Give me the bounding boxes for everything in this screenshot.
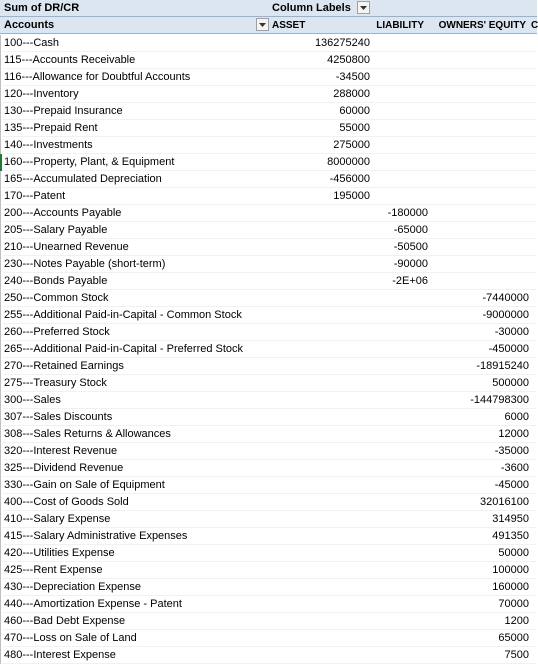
pivot-row xyxy=(0,613,537,630)
asset-value[interactable]: 136275240 xyxy=(314,37,370,49)
asset-value[interactable] xyxy=(272,222,370,239)
owners-equity-value[interactable]: -9000000 xyxy=(482,309,529,321)
row-gutter xyxy=(0,35,3,52)
asset-value[interactable] xyxy=(272,494,370,511)
asset-value[interactable] xyxy=(272,341,370,358)
liability-value[interactable]: -50500 xyxy=(393,241,428,253)
pivot-row xyxy=(0,426,537,443)
pivot-row xyxy=(0,596,537,613)
asset-value[interactable] xyxy=(272,307,370,324)
pivot-row xyxy=(0,188,537,205)
column-labels-header[interactable]: Column Labels xyxy=(272,2,351,14)
account-label[interactable]: 265---Additional Paid-in-Capital - Preferred Stock xyxy=(4,343,244,355)
liability-value[interactable] xyxy=(370,494,428,511)
owners-equity-value[interactable] xyxy=(428,154,529,171)
asset-value[interactable] xyxy=(272,392,370,409)
pivot-row xyxy=(0,239,537,256)
liability-value[interactable] xyxy=(370,290,428,307)
pivot-header-row-1 xyxy=(0,0,537,17)
pivot-row xyxy=(0,647,537,664)
pivot-row xyxy=(0,630,537,647)
row-gutter xyxy=(0,545,3,562)
pivot-row xyxy=(0,86,537,103)
account-label[interactable]: 270---Retained Earnings xyxy=(4,360,124,372)
pivot-row xyxy=(0,35,537,52)
asset-value[interactable]: 60000 xyxy=(339,105,370,117)
liability-value[interactable] xyxy=(370,69,428,86)
pivot-row xyxy=(0,443,537,460)
account-label[interactable]: 210---Unearned Revenue xyxy=(4,241,129,253)
pivot-row xyxy=(0,460,537,477)
row-gutter xyxy=(0,392,3,409)
row-gutter xyxy=(0,613,3,630)
liability-value[interactable] xyxy=(370,52,428,69)
asset-value[interactable] xyxy=(272,630,370,647)
account-label[interactable]: 420---Utilities Expense xyxy=(4,547,115,559)
liability-value[interactable] xyxy=(370,120,428,137)
row-gutter xyxy=(0,137,3,154)
account-label[interactable]: 425---Rent Expense xyxy=(4,564,103,576)
account-label[interactable]: 100---Cash xyxy=(4,37,60,49)
account-label[interactable]: 410---Salary Expense xyxy=(4,513,111,525)
row-gutter xyxy=(0,596,3,613)
row-gutter xyxy=(0,528,3,545)
liability-value[interactable] xyxy=(370,324,428,341)
pivot-row xyxy=(0,511,537,528)
liability-value[interactable]: -2E+06 xyxy=(392,275,428,287)
row-gutter xyxy=(0,460,3,477)
row-gutter xyxy=(0,52,3,69)
liability-value[interactable] xyxy=(370,392,428,409)
asset-value[interactable] xyxy=(272,460,370,477)
liability-value[interactable] xyxy=(370,154,428,171)
liability-value[interactable]: -90000 xyxy=(393,258,428,270)
row-gutter xyxy=(0,409,3,426)
liability-value[interactable] xyxy=(370,613,428,630)
owners-equity-value[interactable] xyxy=(428,35,529,52)
pivot-row xyxy=(0,290,537,307)
owners-equity-value[interactable]: -35000 xyxy=(494,445,529,457)
account-label[interactable]: 300---Sales xyxy=(4,394,61,406)
pivot-row xyxy=(0,392,537,409)
account-label[interactable]: 165---Accumulated Depreciation xyxy=(4,173,162,185)
account-label[interactable]: 120---Inventory xyxy=(4,88,79,100)
asset-value[interactable] xyxy=(272,375,370,392)
asset-value[interactable]: 4250800 xyxy=(327,54,370,66)
asset-value[interactable] xyxy=(272,290,370,307)
liability-value[interactable] xyxy=(370,579,428,596)
liability-value[interactable] xyxy=(370,103,428,120)
row-gutter xyxy=(0,511,3,528)
row-change-marker xyxy=(0,154,2,171)
column-labels-filter-button[interactable] xyxy=(357,1,370,14)
owners-equity-value[interactable]: 1200 xyxy=(504,615,529,627)
owners-equity-value[interactable]: -7440000 xyxy=(482,292,529,304)
owners-equity-value[interactable]: -144798300 xyxy=(470,394,529,406)
liability-value[interactable] xyxy=(370,341,428,358)
account-label[interactable]: 430---Depreciation Expense xyxy=(4,581,141,593)
row-gutter xyxy=(0,358,3,375)
asset-value[interactable] xyxy=(272,426,370,443)
owners-equity-value[interactable] xyxy=(428,256,529,273)
liability-value[interactable] xyxy=(370,596,428,613)
asset-value[interactable] xyxy=(272,324,370,341)
account-label[interactable]: 415---Salary Administrative Expenses xyxy=(4,530,188,542)
row-gutter xyxy=(0,426,3,443)
pivot-row xyxy=(0,171,537,188)
owners-equity-value[interactable] xyxy=(428,69,529,86)
owners-equity-value[interactable]: 12000 xyxy=(498,428,529,440)
pivot-row xyxy=(0,120,537,137)
asset-value[interactable] xyxy=(272,409,370,426)
owners-equity-value[interactable]: -450000 xyxy=(488,343,529,355)
asset-value[interactable]: -34500 xyxy=(335,71,370,83)
account-label[interactable]: 308---Sales Returns & Allowances xyxy=(4,428,171,440)
owners-equity-value[interactable]: 70000 xyxy=(498,598,529,610)
account-label[interactable]: 440---Amortization Expense - Patent xyxy=(4,598,182,610)
pivot-row xyxy=(0,222,537,239)
liability-value[interactable] xyxy=(370,477,428,494)
asset-value[interactable]: 8000000 xyxy=(327,156,370,168)
account-label[interactable]: 130---Prepaid Insurance xyxy=(4,105,123,117)
asset-value[interactable] xyxy=(272,647,370,664)
account-label[interactable]: 250---Common Stock xyxy=(4,292,109,304)
liability-value[interactable] xyxy=(370,86,428,103)
column-header-truncated[interactable]: C xyxy=(531,20,538,31)
liability-value[interactable] xyxy=(370,426,428,443)
asset-value[interactable] xyxy=(272,545,370,562)
account-label[interactable]: 205---Salary Payable xyxy=(4,224,108,236)
asset-value[interactable] xyxy=(272,528,370,545)
row-gutter xyxy=(0,205,3,222)
asset-value[interactable] xyxy=(272,613,370,630)
owners-equity-value[interactable] xyxy=(428,222,529,239)
pivot-row xyxy=(0,409,537,426)
liability-value[interactable] xyxy=(370,545,428,562)
account-label[interactable]: 200---Accounts Payable xyxy=(4,207,122,219)
account-label[interactable]: 135---Prepaid Rent xyxy=(4,122,98,134)
account-label[interactable]: 255---Additional Paid-in-Capital - Common Stock xyxy=(4,309,242,321)
owners-equity-value[interactable]: 50000 xyxy=(498,547,529,559)
liability-value[interactable] xyxy=(370,188,428,205)
pivot-row xyxy=(0,69,537,86)
liability-value[interactable] xyxy=(370,35,428,52)
row-gutter xyxy=(0,273,3,290)
liability-value[interactable] xyxy=(370,409,428,426)
owners-equity-value[interactable] xyxy=(428,103,529,120)
pivot-row xyxy=(0,52,537,69)
liability-value[interactable] xyxy=(370,375,428,392)
liability-value[interactable] xyxy=(370,511,428,528)
pivot-header-row-2 xyxy=(0,17,537,34)
asset-value[interactable]: -456000 xyxy=(329,173,370,185)
liability-value[interactable]: -180000 xyxy=(387,207,428,219)
asset-value[interactable]: 275000 xyxy=(333,139,370,151)
liability-value[interactable] xyxy=(370,460,428,477)
asset-value[interactable] xyxy=(272,205,370,222)
row-gutter xyxy=(0,256,3,273)
asset-value[interactable] xyxy=(272,477,370,494)
liability-value[interactable] xyxy=(370,630,428,647)
owners-equity-value[interactable]: 65000 xyxy=(498,632,529,644)
pivot-row xyxy=(0,307,537,324)
pivot-row xyxy=(0,477,537,494)
account-label[interactable]: 140---Investments xyxy=(4,139,93,151)
owners-equity-value[interactable] xyxy=(428,120,529,137)
account-label[interactable]: 307---Sales Discounts xyxy=(4,411,113,423)
account-label[interactable]: 170---Patent xyxy=(4,190,66,202)
pivot-row xyxy=(0,324,537,341)
account-label[interactable]: 330---Gain on Sale of Equipment xyxy=(4,479,165,491)
owners-equity-value[interactable]: -18915240 xyxy=(476,360,529,372)
owners-equity-value[interactable]: 491350 xyxy=(492,530,529,542)
liability-value[interactable] xyxy=(370,562,428,579)
pivot-row xyxy=(0,545,537,562)
row-gutter xyxy=(0,307,3,324)
pivot-row xyxy=(0,154,537,171)
asset-value[interactable]: 55000 xyxy=(339,122,370,134)
owners-equity-value[interactable]: 160000 xyxy=(492,581,529,593)
asset-value[interactable] xyxy=(272,443,370,460)
asset-value[interactable] xyxy=(272,273,370,290)
row-gutter xyxy=(0,86,3,103)
liability-value[interactable] xyxy=(370,358,428,375)
row-gutter xyxy=(0,290,3,307)
liability-value[interactable] xyxy=(370,647,428,664)
pivot-row xyxy=(0,341,537,358)
owners-equity-value[interactable] xyxy=(428,86,529,103)
pivot-row xyxy=(0,358,537,375)
column-header-asset[interactable]: ASSET xyxy=(272,20,306,31)
row-gutter xyxy=(0,171,3,188)
pivot-row xyxy=(0,494,537,511)
column-header-owners-equity[interactable]: OWNERS' EQUITY xyxy=(438,20,526,31)
row-gutter xyxy=(0,188,3,205)
liability-value[interactable] xyxy=(370,137,428,154)
row-gutter xyxy=(0,239,3,256)
row-gutter xyxy=(0,69,3,86)
pivot-row xyxy=(0,375,537,392)
pivot-row xyxy=(0,562,537,579)
asset-value[interactable]: 288000 xyxy=(333,88,370,100)
account-label[interactable]: 460---Bad Debt Expense xyxy=(4,615,126,627)
row-gutter xyxy=(0,120,3,137)
row-gutter xyxy=(0,375,3,392)
pivot-row xyxy=(0,205,537,222)
chevron-down-icon xyxy=(259,23,266,27)
asset-value[interactable] xyxy=(272,579,370,596)
pivot-row xyxy=(0,103,537,120)
owners-equity-value[interactable]: 7500 xyxy=(504,649,529,661)
account-label[interactable]: 240---Bonds Payable xyxy=(4,275,108,287)
row-gutter xyxy=(0,630,3,647)
row-gutter xyxy=(0,222,3,239)
asset-value[interactable] xyxy=(272,511,370,528)
asset-value[interactable] xyxy=(272,256,370,273)
account-label[interactable]: 400---Cost of Goods Sold xyxy=(4,496,129,508)
account-label[interactable]: 160---Property, Plant, & Equipment xyxy=(4,156,175,168)
owners-equity-value[interactable] xyxy=(428,188,529,205)
asset-value[interactable] xyxy=(272,596,370,613)
row-gutter xyxy=(0,324,3,341)
value-field-label[interactable]: Sum of DR/CR xyxy=(4,2,80,14)
row-gutter xyxy=(0,341,3,358)
pivot-row xyxy=(0,273,537,290)
owners-equity-value[interactable]: 32016100 xyxy=(480,496,529,508)
account-label[interactable]: 480---Interest Expense xyxy=(4,649,116,661)
account-label[interactable]: 260---Preferred Stock xyxy=(4,326,110,338)
owners-equity-value[interactable] xyxy=(428,137,529,154)
liability-value[interactable] xyxy=(370,307,428,324)
pivot-row xyxy=(0,137,537,154)
owners-equity-value[interactable]: 314950 xyxy=(492,513,529,525)
asset-value[interactable]: 195000 xyxy=(333,190,370,202)
owners-equity-value[interactable] xyxy=(428,239,529,256)
account-label[interactable]: 325---Dividend Revenue xyxy=(4,462,124,474)
account-label[interactable]: 116---Allowance for Doubtful Accounts xyxy=(4,71,191,83)
owners-equity-value[interactable] xyxy=(428,205,529,222)
liability-value[interactable]: -65000 xyxy=(393,224,428,236)
column-header-liability[interactable]: LIABILITY xyxy=(376,20,424,31)
account-label[interactable]: 230---Notes Payable (short-term) xyxy=(4,258,166,270)
owners-equity-value[interactable] xyxy=(428,273,529,290)
owners-equity-value[interactable]: 6000 xyxy=(504,411,529,423)
liability-value[interactable] xyxy=(370,171,428,188)
row-gutter xyxy=(0,579,3,596)
row-labels-filter-button[interactable] xyxy=(256,18,269,31)
row-gutter xyxy=(0,103,3,120)
pivot-row xyxy=(0,528,537,545)
pivot-row xyxy=(0,256,537,273)
owners-equity-value[interactable]: -30000 xyxy=(494,326,529,338)
account-label[interactable]: 115---Accounts Receivable xyxy=(4,54,136,66)
account-label[interactable]: 470---Loss on Sale of Land xyxy=(4,632,137,644)
row-gutter xyxy=(0,494,3,511)
row-labels-header[interactable]: Accounts xyxy=(4,19,55,31)
liability-value[interactable] xyxy=(370,443,428,460)
liability-value[interactable] xyxy=(370,528,428,545)
owners-equity-value[interactable] xyxy=(428,52,529,69)
owners-equity-value[interactable]: 100000 xyxy=(492,564,529,576)
owners-equity-value[interactable]: -45000 xyxy=(494,479,529,491)
asset-value[interactable] xyxy=(272,239,370,256)
pivot-row xyxy=(0,579,537,596)
row-gutter xyxy=(0,562,3,579)
owners-equity-value[interactable] xyxy=(428,171,529,188)
row-gutter xyxy=(0,647,3,664)
asset-value[interactable] xyxy=(272,358,370,375)
row-gutter xyxy=(0,443,3,460)
chevron-down-icon xyxy=(360,6,367,10)
account-label[interactable]: 275---Treasury Stock xyxy=(4,377,107,389)
owners-equity-value[interactable]: -3600 xyxy=(500,462,529,474)
account-label[interactable]: 320---Interest Revenue xyxy=(4,445,118,457)
row-gutter xyxy=(0,477,3,494)
asset-value[interactable] xyxy=(272,562,370,579)
owners-equity-value[interactable]: 500000 xyxy=(492,377,529,389)
